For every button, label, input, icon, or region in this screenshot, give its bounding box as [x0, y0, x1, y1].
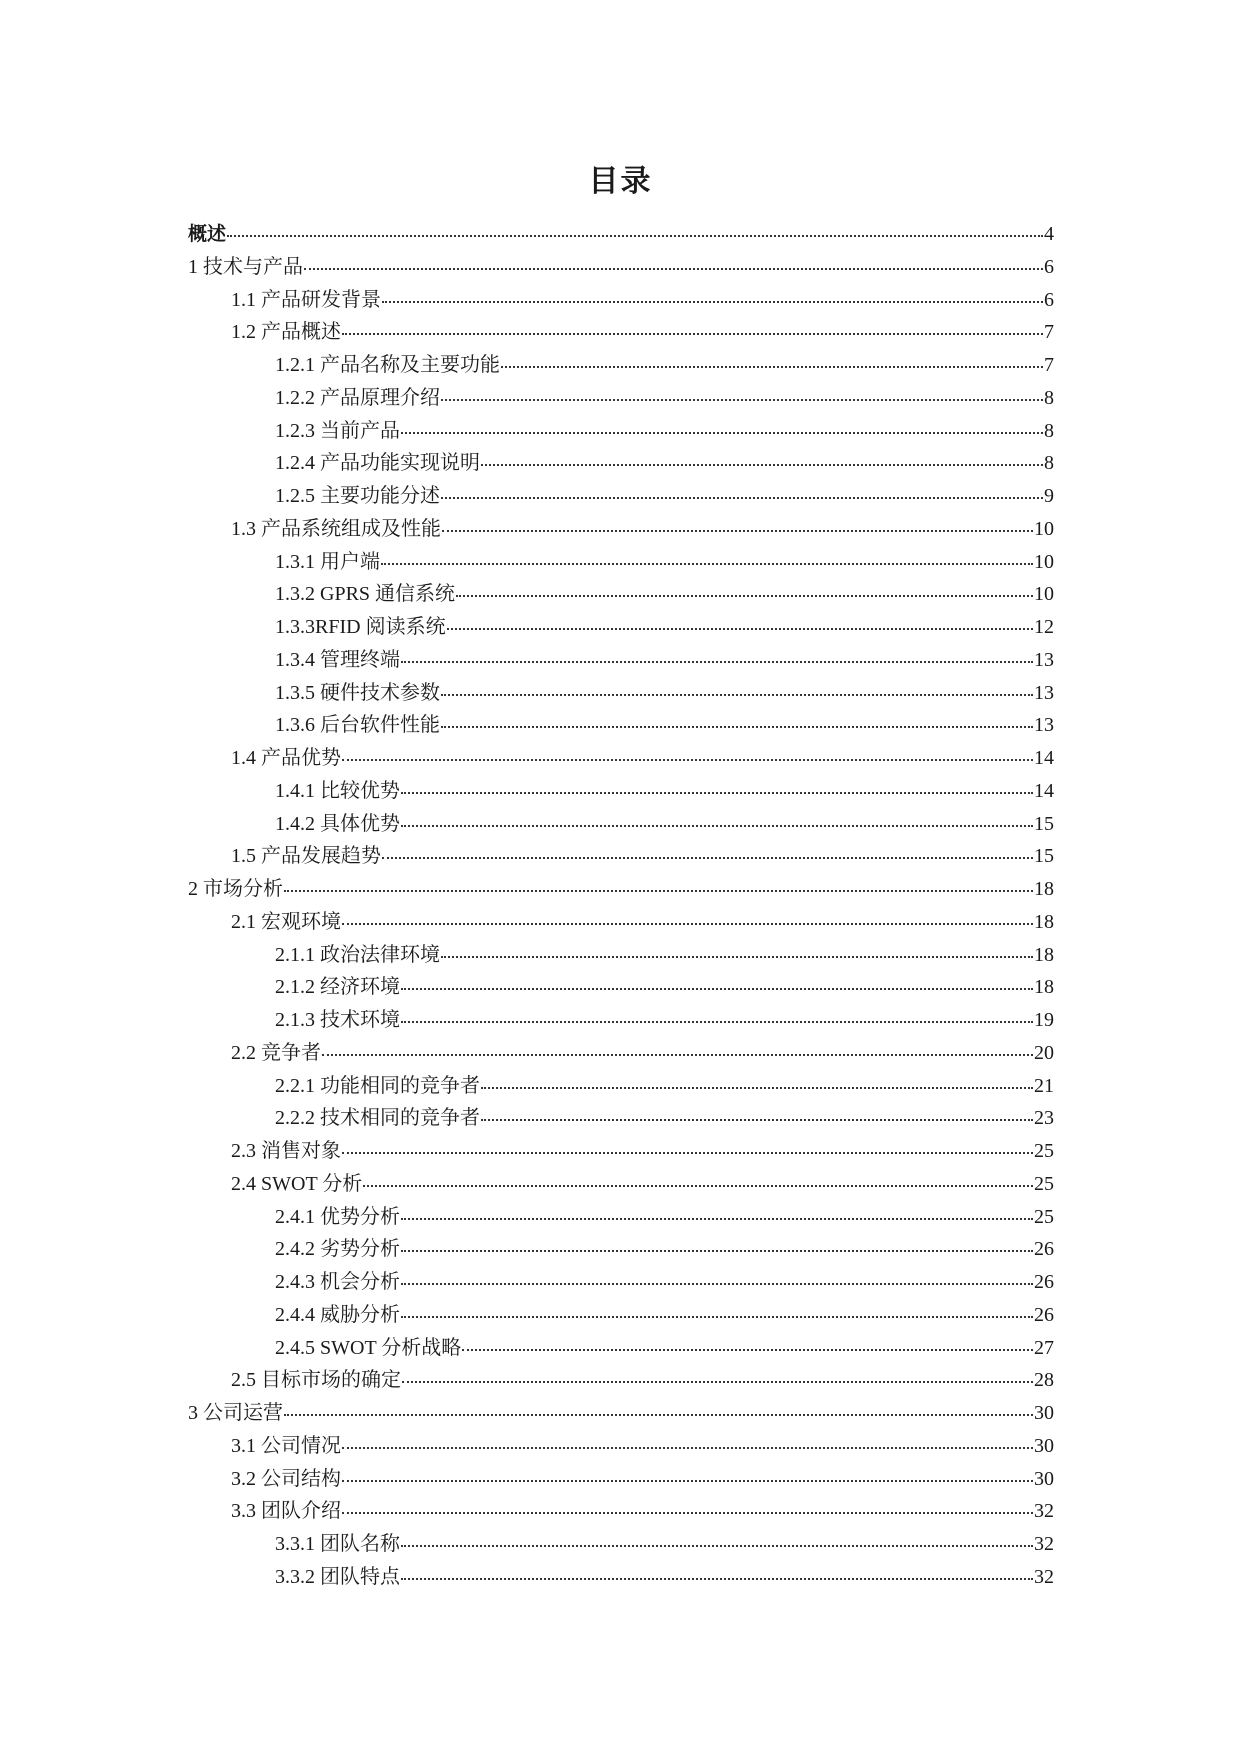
toc-entry[interactable]: [188, 546, 1054, 579]
toc-entry[interactable]: [188, 873, 1054, 906]
toc-entry-label: 1.1 产品研发背景: [231, 288, 381, 311]
toc-dot-leader: [441, 941, 1033, 961]
toc-entry[interactable]: [188, 382, 1054, 415]
toc-dot-leader: [342, 908, 1033, 928]
toc-entry-page-number: 26: [1034, 1271, 1054, 1293]
toc-entry-label: 1.3.1 用户端: [275, 550, 380, 573]
toc-entry[interactable]: [188, 513, 1054, 546]
toc-dot-leader: [342, 318, 1043, 338]
toc-entry-label: 1.3.2 GPRS 通信系统: [275, 583, 456, 606]
toc-dot-leader: [401, 810, 1033, 830]
toc-entry-label: 3.3.1 团队名称: [275, 1533, 400, 1555]
toc-entry[interactable]: [188, 349, 1054, 382]
toc-entry-label: 2 市场分析: [188, 878, 283, 900]
toc-dot-leader: [284, 1399, 1033, 1419]
toc-entry-page-number: 14: [1034, 779, 1054, 802]
toc-dot-leader: [442, 515, 1033, 535]
toc-entry-label: 2.3 消售对象: [231, 1140, 341, 1162]
toc-dot-leader: [401, 417, 1043, 437]
toc-entry-page-number: 14: [1034, 747, 1054, 769]
toc-entry[interactable]: [188, 415, 1054, 448]
toc-entry-page-number: 8: [1044, 419, 1054, 442]
toc-entry-label: 2.4.2 劣势分析: [275, 1238, 400, 1261]
page-title: 目录: [588, 164, 653, 199]
toc-dot-leader: [304, 253, 1043, 273]
toc-entry-page-number: 13: [1034, 714, 1054, 737]
toc-dot-leader: [481, 1104, 1033, 1124]
toc-entry[interactable]: [188, 1332, 1054, 1365]
toc-entry[interactable]: [188, 1102, 1054, 1135]
toc-entry-page-number: 25: [1034, 1140, 1054, 1162]
toc-entry-page-number: 30: [1034, 1467, 1054, 1490]
toc-entry-page-number: 7: [1044, 354, 1054, 376]
toc-dot-leader: [441, 679, 1033, 699]
toc-entry-page-number: 32: [1034, 1565, 1054, 1588]
toc-entry-page-number: 18: [1034, 910, 1054, 933]
toc-entry-page-number: 4: [1044, 223, 1054, 245]
toc-list: [188, 218, 1054, 1594]
toc-dot-leader: [402, 1366, 1033, 1386]
toc-dot-leader: [456, 580, 1033, 600]
toc-entry-page-number: 20: [1034, 1041, 1054, 1064]
toc-entry[interactable]: [188, 906, 1054, 939]
toc-dot-leader: [441, 711, 1033, 731]
toc-entry[interactable]: [188, 1168, 1054, 1201]
toc-entry-label: 1.2 产品概述: [231, 321, 341, 344]
toc-dot-leader: [501, 351, 1043, 371]
toc-entry-page-number: 10: [1034, 550, 1054, 573]
toc-dot-leader: [284, 875, 1033, 895]
toc-entry[interactable]: [188, 447, 1054, 480]
toc-dot-leader: [441, 384, 1043, 404]
toc-entry-page-number: 18: [1034, 943, 1054, 966]
toc-entry-label: 3.2 公司结构: [231, 1467, 341, 1490]
toc-entry-label: 1.2.3 当前产品: [275, 419, 400, 442]
toc-entry-page-number: 30: [1034, 1402, 1054, 1424]
toc-entry[interactable]: [188, 1233, 1054, 1266]
toc-dot-leader: [401, 973, 1033, 993]
toc-entry-label: 1.4.2 具体优势: [275, 812, 400, 835]
toc-entry[interactable]: [188, 578, 1054, 611]
toc-entry-page-number: 6: [1044, 255, 1054, 278]
toc-entry-page-number: 19: [1034, 1009, 1054, 1031]
toc-entry[interactable]: [188, 775, 1054, 808]
toc-entry[interactable]: [188, 1430, 1054, 1463]
toc-entry-page-number: 10: [1034, 583, 1054, 606]
toc-entry[interactable]: [188, 1463, 1054, 1496]
toc-entry-page-number: 23: [1034, 1107, 1054, 1130]
toc-entry-label: 1.3.6 后台软件性能: [275, 714, 440, 737]
toc-entry-page-number: 15: [1034, 845, 1054, 868]
toc-entry-page-number: 8: [1044, 452, 1054, 475]
toc-entry[interactable]: [188, 742, 1054, 775]
toc-entry[interactable]: [188, 1135, 1054, 1168]
toc-entry-label: 1.4 产品优势: [231, 747, 341, 769]
toc-entry-label: 2.2.1 功能相同的竞争者: [275, 1074, 480, 1097]
toc-dot-leader: [441, 482, 1043, 502]
toc-entry-page-number: 18: [1034, 878, 1054, 900]
toc-entry-label: 3.3 团队介绍: [231, 1500, 341, 1523]
toc-entry[interactable]: [188, 971, 1054, 1004]
toc-entry[interactable]: [188, 611, 1054, 644]
toc-dot-leader: [342, 1465, 1033, 1485]
toc-entry-page-number: 12: [1034, 616, 1054, 638]
toc-entry[interactable]: [188, 939, 1054, 972]
toc-entry[interactable]: [188, 1495, 1054, 1528]
toc-dot-leader: [481, 449, 1043, 469]
toc-entry[interactable]: [188, 808, 1054, 841]
toc-entry-label: 1.2.5 主要功能分述: [275, 485, 440, 507]
toc-entry-page-number: 25: [1034, 1172, 1054, 1195]
toc-dot-leader: [401, 777, 1033, 797]
toc-entry[interactable]: [188, 1266, 1054, 1299]
toc-entry-label: 3.3.2 团队特点: [275, 1565, 400, 1588]
toc-entry[interactable]: [188, 1561, 1054, 1594]
toc-entry-label: 2.2.2 技术相同的竞争者: [275, 1107, 480, 1130]
toc-entry-label: 2.2 竞争者: [231, 1041, 321, 1064]
toc-entry-page-number: 9: [1044, 485, 1054, 507]
toc-entry-page-number: 13: [1034, 681, 1054, 704]
toc-entry[interactable]: [188, 1201, 1054, 1234]
toc-entry[interactable]: [188, 1299, 1054, 1332]
toc-dot-leader: [342, 744, 1033, 764]
toc-entry-page-number: 32: [1034, 1500, 1054, 1523]
toc-entry[interactable]: [188, 480, 1054, 513]
toc-entry-label: 2.5 目标市场的确定: [231, 1369, 401, 1392]
toc-entry[interactable]: [188, 677, 1054, 710]
toc-entry-label: 2.1 宏观环境: [231, 910, 341, 933]
toc-entry-page-number: 13: [1034, 648, 1054, 671]
toc-dot-leader: [401, 1235, 1033, 1255]
toc-entry[interactable]: [188, 284, 1054, 317]
toc-entry-page-number: 28: [1034, 1369, 1054, 1392]
toc-entry-page-number: 25: [1034, 1205, 1054, 1228]
toc-dot-leader: [401, 1530, 1033, 1550]
toc-dot-leader: [381, 548, 1033, 568]
toc-dot-leader: [462, 1334, 1033, 1354]
toc-dot-leader: [401, 1006, 1033, 1026]
toc-entry[interactable]: [188, 1037, 1054, 1070]
toc-entry-label: 1.2.2 产品原理介绍: [275, 386, 440, 409]
toc-dot-leader: [342, 1137, 1033, 1157]
toc-dot-leader: [363, 1170, 1033, 1190]
toc-dot-leader: [382, 842, 1033, 862]
toc-dot-leader: [227, 220, 1043, 240]
toc-entry-label: 1.3.4 管理终端: [275, 648, 400, 671]
toc-entry-page-number: 30: [1034, 1434, 1054, 1457]
toc-entry-label: 1.3.5 硬件技术参数: [275, 681, 440, 704]
toc-entry-label: 2.4.1 优势分析: [275, 1205, 400, 1228]
toc-entry-page-number: 10: [1034, 517, 1054, 540]
toc-entry[interactable]: [188, 1004, 1054, 1037]
toc-dot-leader: [481, 1072, 1033, 1092]
toc-entry-page-number: 7: [1044, 321, 1054, 344]
toc-dot-leader: [342, 1497, 1033, 1517]
toc-entry-page-number: 6: [1044, 288, 1054, 311]
toc-dot-leader: [382, 286, 1043, 306]
toc-dot-leader: [401, 1268, 1033, 1288]
toc-dot-leader: [447, 613, 1033, 633]
toc-dot-leader: [342, 1432, 1033, 1452]
toc-entry-label: 2.4.5 SWOT 分析战略: [275, 1336, 462, 1359]
toc-entry[interactable]: [188, 1528, 1054, 1561]
toc-entry[interactable]: [188, 218, 1054, 251]
toc-dot-leader: [322, 1039, 1033, 1059]
toc-entry-label: 1.3 产品系统组成及性能: [231, 517, 441, 540]
toc-dot-leader: [401, 646, 1033, 666]
toc-entry-page-number: 26: [1034, 1238, 1054, 1261]
toc-entry[interactable]: [188, 840, 1054, 873]
toc-entry-label: 1.3.3RFID 阅读系统: [275, 616, 446, 638]
toc-entry-page-number: 18: [1034, 976, 1054, 999]
toc-entry-page-number: 8: [1044, 386, 1054, 409]
toc-entry-label: 1.2.4 产品功能实现说明: [275, 452, 480, 475]
toc-entry[interactable]: [188, 709, 1054, 742]
toc-entry-label: 1.5 产品发展趋势: [231, 845, 381, 868]
toc-entry-page-number: 26: [1034, 1303, 1054, 1326]
toc-entry-label: 3.1 公司情况: [231, 1434, 341, 1457]
toc-entry[interactable]: [188, 316, 1054, 349]
toc-entry-label: 2.4 SWOT 分析: [231, 1172, 363, 1195]
toc-entry-label: 3 公司运营: [188, 1402, 283, 1424]
toc-entry-page-number: 32: [1034, 1533, 1054, 1555]
toc-entry[interactable]: [188, 251, 1054, 284]
toc-entry[interactable]: [188, 1397, 1054, 1430]
toc-dot-leader: [401, 1563, 1033, 1583]
toc-entry-label: 2.4.4 威胁分析: [275, 1303, 400, 1326]
toc-entry-label: 概述: [188, 223, 227, 245]
toc-entry-label: 1.4.1 比较优势: [275, 779, 400, 802]
toc-entry[interactable]: [188, 1364, 1054, 1397]
toc-entry[interactable]: [188, 644, 1054, 677]
toc-entry-label: 1 技术与产品: [188, 255, 303, 278]
toc-entry-page-number: 15: [1034, 812, 1054, 835]
toc-entry-page-number: 27: [1034, 1336, 1054, 1359]
toc-entry-label: 2.1.1 政治法律环境: [275, 943, 440, 966]
toc-entry-label: 2.1.2 经济环境: [275, 976, 400, 999]
toc-entry-label: 1.2.1 产品名称及主要功能: [275, 354, 500, 376]
toc-entry-label: 2.1.3 技术环境: [275, 1009, 400, 1031]
toc-dot-leader: [401, 1301, 1033, 1321]
toc-entry[interactable]: [188, 1070, 1054, 1103]
toc-dot-leader: [401, 1203, 1033, 1223]
toc-entry-page-number: 21: [1034, 1074, 1054, 1097]
toc-entry-label: 2.4.3 机会分析: [275, 1271, 400, 1293]
